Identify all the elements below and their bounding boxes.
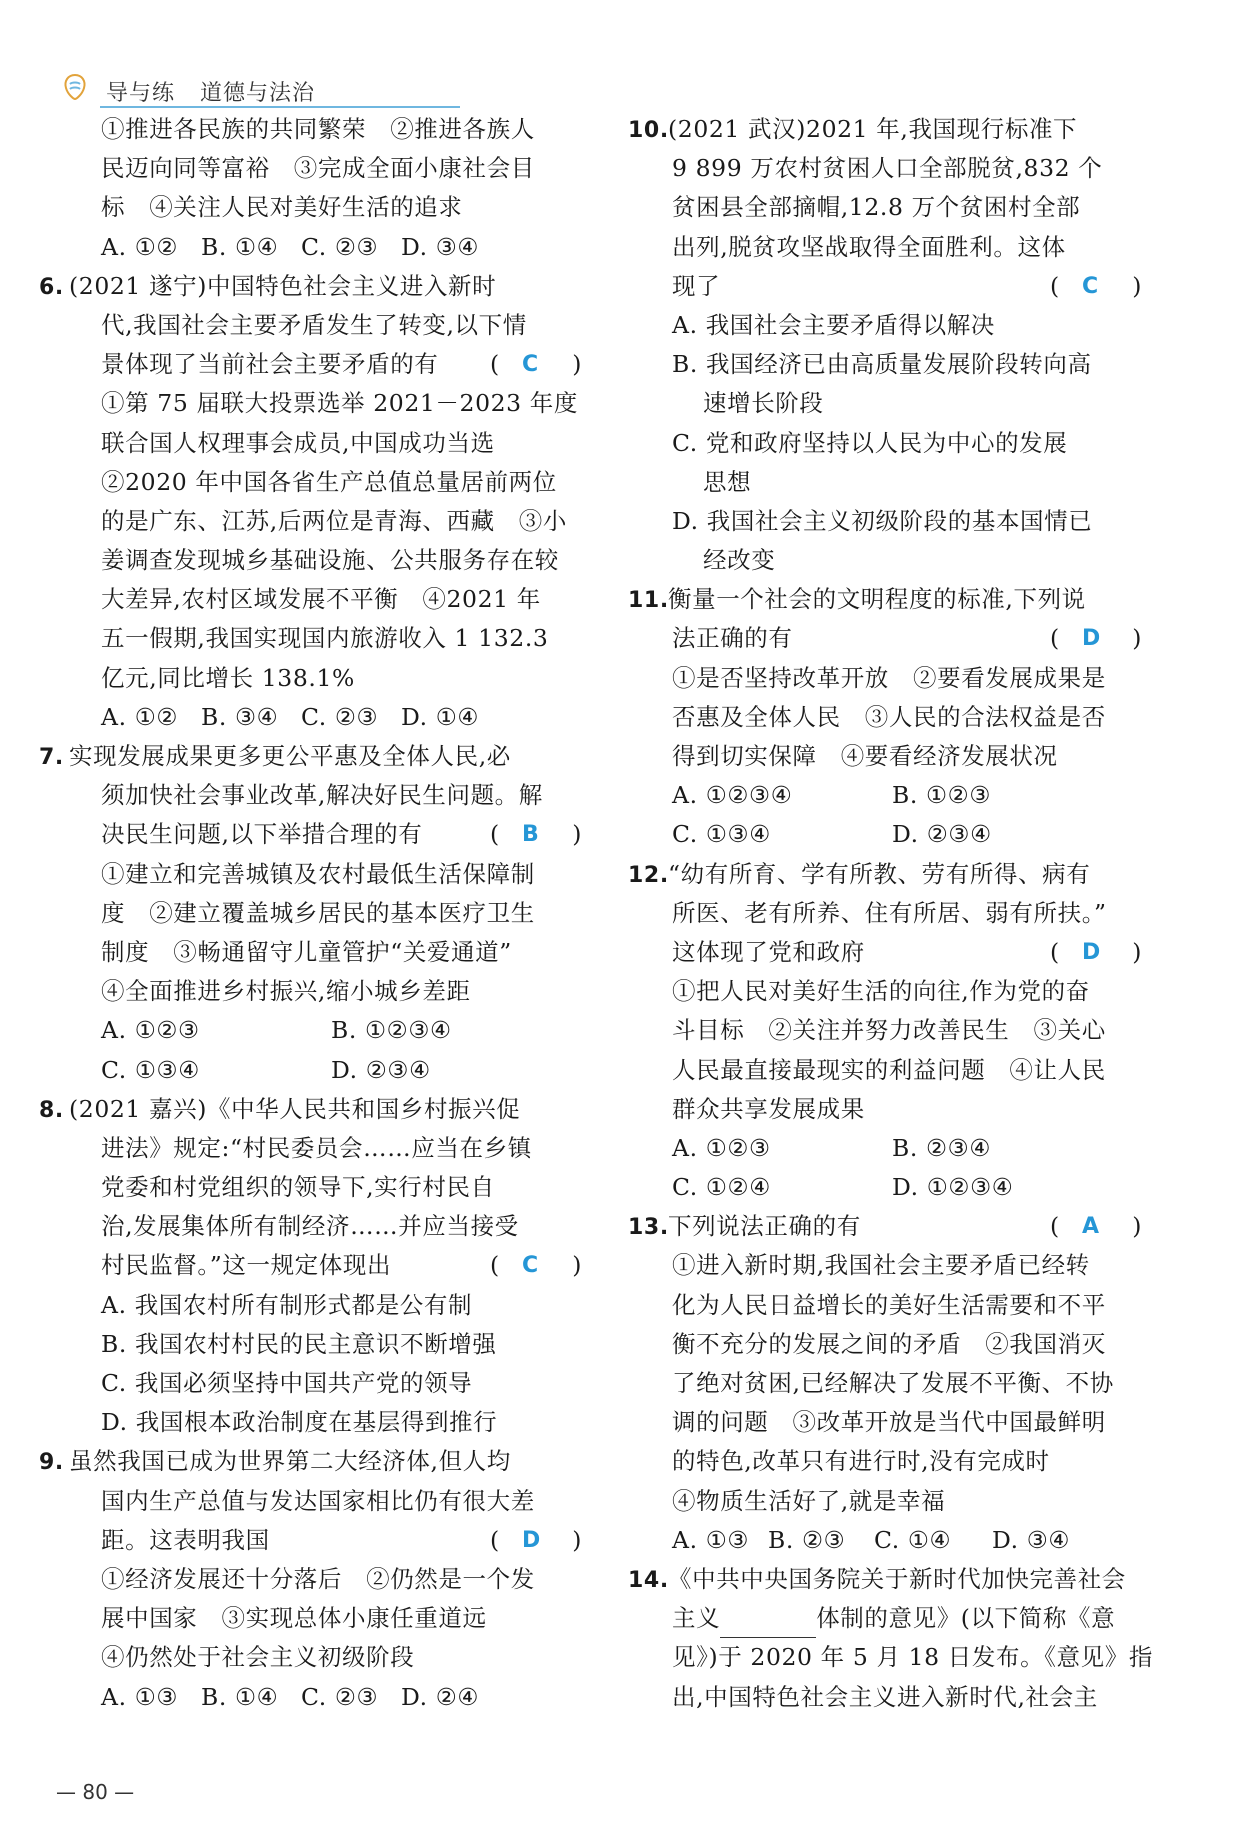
q11-body-2: 否惠及全体人民 ③人民的合法权益是否 — [672, 702, 1106, 731]
q6-body-1: ①第 75 届联大投票选举 2021－2023 年度 — [101, 389, 578, 418]
q5-line-2: 民迈向同等富裕 ③完成全面小康社会目 — [101, 154, 535, 183]
q11-body-1: ①是否坚持改革开放 ②要看发展成果是 — [672, 663, 1106, 692]
q12-options-row-2 — [672, 1168, 1142, 1207]
q6-body-8: 亿元,同比增长 138.1% — [101, 663, 355, 692]
q9-options — [72, 1678, 582, 1717]
q10-line-3: 贫困县全部摘帽,12.8 万个贫困村全部 — [672, 193, 1081, 222]
q13-option-b[interactable]: B. ②③ — [768, 1525, 846, 1554]
q9-number: 9. — [39, 1450, 64, 1476]
q13-options — [672, 1521, 1142, 1560]
paren-open: ( — [490, 1251, 500, 1280]
q14-line-1 — [628, 1560, 1142, 1599]
q8-line-2: 进法》规定:“村民委员会……应当在乡镇 — [101, 1133, 532, 1162]
q7-body-4: ④全面推进乡村振兴,缩小城乡差距 — [101, 977, 471, 1006]
q8-number: 8. — [39, 1097, 64, 1123]
page-number: — 80 — — [56, 1780, 135, 1804]
q10-line-4: 出列,脱贫攻坚战取得全面胜利。这体 — [672, 232, 1066, 261]
q6-number: 6. — [39, 274, 64, 300]
q13-body-1: ①进入新时期,我国社会主要矛盾已经转 — [672, 1251, 1090, 1280]
paren-close: ) — [572, 1251, 582, 1280]
paren-open: ( — [1050, 624, 1060, 653]
q9-line-1 — [39, 1442, 582, 1481]
q10-text-1: (2021 武汉)2021 年,我国现行标准下 — [668, 115, 1078, 143]
q8-answer: C — [522, 1253, 539, 1279]
q10-answer: C — [1082, 273, 1099, 299]
q9-body-2: 展中国家 ③实现总体小康任重道远 — [101, 1604, 487, 1633]
paren-close: ) — [1132, 937, 1142, 966]
q9-body-3: ④仍然处于社会主义初级阶段 — [101, 1643, 415, 1672]
right-column — [628, 110, 1153, 1717]
q9-line-2: 国内生产总值与发达国家相比仍有很大差 — [101, 1486, 535, 1515]
q8-line-1 — [39, 1090, 582, 1129]
q7-options-row-1 — [72, 1011, 582, 1050]
q10-line-1 — [628, 110, 1142, 149]
q7-number: 7. — [39, 745, 64, 770]
q12-option-a[interactable]: A. ①②③ — [672, 1133, 771, 1162]
q10-line-5 — [672, 267, 1142, 306]
q10-option-a[interactable]: A. 我国社会主要矛盾得以解决 — [672, 310, 995, 339]
q8-option-d[interactable]: D. 我国根本政治制度在基层得到推行 — [101, 1408, 498, 1437]
q7-line-1 — [39, 737, 582, 776]
q13-body-5: 调的问题 ③改革开放是当代中国最鲜明 — [672, 1408, 1106, 1437]
q11-line-1 — [628, 580, 1142, 619]
q7-line-3 — [72, 815, 582, 854]
paren-open: ( — [490, 350, 500, 379]
q6-line-1 — [39, 267, 582, 306]
q6-option-d[interactable]: D. ①④ — [401, 702, 480, 731]
q6-text-1: (2021 遂宁)中国特色社会主义进入新时 — [69, 271, 497, 300]
q5-line-3: 标 ④关注人民对美好生活的追求 — [101, 193, 463, 222]
q6-line-2: 代,我国社会主要矛盾发生了转变,以下情 — [101, 310, 527, 339]
q13-body-7: ④物质生活好了,就是幸福 — [672, 1486, 946, 1515]
q10-option-b[interactable]: B. 我国经济已由高质量发展阶段转向高 — [672, 350, 1092, 379]
q14-text-2b: 体制的意见》(以下简称《意 — [816, 1604, 1116, 1633]
q9-option-d[interactable]: D. ②④ — [401, 1682, 480, 1711]
q12-line-3 — [672, 933, 1142, 972]
q13-number: 13. — [628, 1215, 669, 1241]
q8-option-a[interactable]: A. 我国农村所有制形式都是公有制 — [101, 1290, 473, 1319]
series-title: 导与练 — [106, 81, 176, 106]
q12-body-4: 群众共享发展成果 — [672, 1094, 865, 1123]
q7-answer: B — [522, 822, 540, 848]
q7-line-2: 须加快社会事业改革,解决好民生问题。解 — [101, 781, 543, 810]
q6-options — [72, 698, 582, 737]
q14-line-2 — [672, 1599, 1142, 1638]
page-header — [60, 68, 420, 108]
q6-line-3 — [72, 345, 582, 384]
q6-body-2: 联合国人权理事会成员,中国成功当选 — [101, 428, 495, 457]
q7-body-3: 制度 ③畅通留守儿童管护“关爱通道” — [101, 937, 512, 966]
paren-close: ) — [1132, 624, 1142, 653]
q8-option-b[interactable]: B. 我国农村村民的民主意识不断增强 — [101, 1329, 497, 1358]
q9-text-3: 距。这表明我国 — [101, 1525, 270, 1554]
q6-body-7: 五一假期,我国实现国内旅游收入 1 132.3 — [101, 624, 549, 653]
q12-line-1 — [628, 855, 1142, 894]
q12-options-row-1 — [672, 1129, 1142, 1168]
paren-close: ) — [1132, 1212, 1142, 1241]
q7-body-1: ①建立和完善城镇及农村最低生活保障制 — [101, 859, 535, 888]
header-rule — [100, 106, 460, 108]
q13-body-2: 化为人民日益增长的美好生活需要和不平 — [672, 1290, 1106, 1319]
q7-options-row-2 — [72, 1051, 582, 1090]
q10-option-d-cont: 经改变 — [703, 546, 776, 575]
q11-text-2: 法正确的有 — [672, 624, 793, 653]
q13-option-a[interactable]: A. ①③ — [672, 1525, 750, 1554]
q14-number: 14. — [628, 1567, 669, 1593]
q13-text-1: 下列说法正确的有 — [668, 1212, 861, 1241]
book-logo-icon — [60, 72, 90, 102]
paren-close: ) — [572, 1525, 582, 1554]
q10-text-5: 现了 — [672, 271, 721, 300]
q10-option-c[interactable]: C. 党和政府坚持以人民为中心的发展 — [672, 428, 1068, 457]
q5-line-1: ①推进各民族的共同繁荣 ②推进各族人 — [101, 115, 535, 143]
q7-option-c[interactable]: C. ①③④ — [101, 1055, 200, 1084]
q14-fill-blank[interactable] — [720, 1611, 816, 1638]
q10-option-b-cont: 速增长阶段 — [703, 389, 824, 418]
q9-option-c[interactable]: C. ②③ — [301, 1682, 379, 1711]
q9-line-3 — [72, 1521, 582, 1560]
q9-answer: D — [522, 1527, 541, 1553]
paren-open: ( — [1050, 1212, 1060, 1241]
q10-number: 10. — [628, 118, 669, 143]
q12-option-b[interactable]: B. ②③④ — [892, 1133, 992, 1162]
q11-option-d[interactable]: D. ②③④ — [892, 820, 992, 849]
paren-open: ( — [1050, 937, 1060, 966]
q12-text-3: 这体现了党和政府 — [672, 937, 865, 966]
q7-text-3: 决民生问题,以下举措合理的有 — [101, 820, 423, 849]
q5-option-b[interactable]: B. ①④ — [201, 232, 279, 261]
q6-body-5: 姜调查发现城乡基础设施、公共服务存在较 — [101, 546, 559, 575]
paren-close: ) — [572, 350, 582, 379]
q8-line-5 — [72, 1246, 582, 1285]
q6-body-3: ②2020 年中国各省生产总值总量居前两位 — [101, 467, 557, 496]
q7-text-1: 实现发展成果更多更公平惠及全体人民,必 — [69, 742, 511, 770]
q6-option-c[interactable]: C. ②③ — [301, 702, 379, 731]
q14-text-1: 《中共中央国务院关于新时代加快完善社会 — [668, 1564, 1126, 1593]
q9-option-a[interactable]: A. ①③ — [101, 1682, 179, 1711]
paren-close: ) — [1132, 271, 1142, 300]
q11-option-a[interactable]: A. ①②③④ — [672, 781, 793, 810]
q11-line-2 — [672, 619, 1142, 658]
q7-option-b[interactable]: B. ①②③④ — [331, 1016, 452, 1045]
q12-body-1: ①把人民对美好生活的向往,作为党的奋 — [672, 977, 1090, 1006]
q8-text-1: (2021 嘉兴)《中华人民共和国乡村振兴促 — [69, 1094, 521, 1123]
paren-close: ) — [572, 820, 582, 849]
q8-line-3: 党委和村党组织的领导下,实行村民自 — [101, 1173, 495, 1202]
q7-option-d[interactable]: D. ②③④ — [331, 1055, 431, 1084]
q6-body-4: 的是广东、江苏,后两位是青海、西藏 ③小 — [101, 506, 567, 535]
q5-option-d[interactable]: D. ③④ — [401, 232, 480, 261]
q14-line-3: 见》)于 2020 年 5 月 18 日发布。《意见》指 — [672, 1643, 1153, 1672]
q11-options-row-1 — [672, 776, 1142, 815]
q5-option-a[interactable]: A. ①② — [101, 232, 179, 261]
q11-body-3: 得到切实保障 ④要看经济发展状况 — [672, 742, 1058, 770]
q13-body-6: 的特色,改革只有进行时,没有完成时 — [672, 1447, 1050, 1476]
q10-option-d[interactable]: D. 我国社会主义初级阶段的基本国情已 — [672, 506, 1093, 535]
page-number-value: 80 — [82, 1780, 108, 1804]
q12-number: 12. — [628, 862, 669, 888]
q13-option-d[interactable]: D. ③④ — [992, 1525, 1071, 1554]
q11-number: 11. — [628, 588, 669, 614]
q11-option-b[interactable]: B. ①②③ — [892, 781, 992, 810]
q12-answer: D — [1082, 939, 1101, 965]
q5-options — [72, 228, 582, 267]
q6-text-3: 景体现了当前社会主要矛盾的有 — [101, 350, 439, 379]
q14-text-2a: 主义 — [672, 1604, 721, 1633]
q6-option-a[interactable]: A. ①② — [101, 702, 179, 731]
q13-line-1 — [628, 1207, 1142, 1246]
q9-option-b[interactable]: B. ①④ — [201, 1682, 279, 1711]
q13-body-4: 了绝对贫困,已经解决了发展不平衡、不协 — [672, 1369, 1114, 1397]
left-column — [39, 110, 582, 1717]
q11-text-1: 衡量一个社会的文明程度的标准,下列说 — [668, 585, 1086, 614]
q13-answer: A — [1082, 1214, 1100, 1240]
q13-option-c[interactable]: C. ①④ — [874, 1525, 952, 1554]
paren-open: ( — [1050, 271, 1060, 300]
q6-answer: C — [522, 352, 539, 378]
q9-body-1: ①经济发展还十分落后 ②仍然是一个发 — [101, 1564, 535, 1593]
q6-body-6: 大差异,农村区域发展不平衡 ④2021 年 — [101, 585, 541, 614]
q8-text-5: 村民监督。”这一规定体现出 — [101, 1251, 392, 1280]
q6-option-b[interactable]: B. ③④ — [201, 702, 279, 731]
q7-option-a[interactable]: A. ①②③ — [101, 1016, 200, 1045]
q10-option-c-cont: 思想 — [703, 467, 752, 496]
q14-line-4: 出,中国特色社会主义进入新时代,社会主 — [672, 1682, 1098, 1711]
q12-body-2: 斗目标 ②关注并努力改善民生 ③关心 — [672, 1016, 1106, 1045]
q7-body-2: 度 ②建立覆盖城乡居民的基本医疗卫生 — [101, 898, 535, 927]
q13-body-3: 衡不充分的发展之间的矛盾 ②我国消灭 — [672, 1329, 1106, 1358]
q9-text-1: 虽然我国已成为世界第二大经济体,但人均 — [69, 1447, 511, 1476]
subject-title: 道德与法治 — [200, 81, 316, 106]
q8-option-c[interactable]: C. 我国必须坚持中国共产党的领导 — [101, 1369, 473, 1397]
q12-option-c[interactable]: C. ①②④ — [672, 1173, 771, 1202]
q12-text-1: “幼有所育、学有所教、劳有所得、病有 — [668, 859, 1091, 888]
q5-option-c[interactable]: C. ②③ — [301, 232, 379, 261]
q11-answer: D — [1082, 626, 1101, 652]
paren-open: ( — [490, 820, 500, 849]
q11-option-c[interactable]: C. ①③④ — [672, 820, 771, 849]
paren-open: ( — [490, 1525, 500, 1554]
q12-line-2: 所医、老有所养、住有所居、弱有所扶。” — [672, 898, 1107, 927]
q8-line-4: 治,发展集体所有制经济……并应当接受 — [101, 1212, 519, 1241]
q12-body-3: 人民最直接最现实的利益问题 ④让人民 — [672, 1055, 1106, 1084]
q10-line-2: 9 899 万农村贫困人口全部脱贫,832 个 — [672, 154, 1103, 183]
q11-options-row-2 — [672, 815, 1142, 854]
q12-option-d[interactable]: D. ①②③④ — [892, 1173, 1014, 1202]
